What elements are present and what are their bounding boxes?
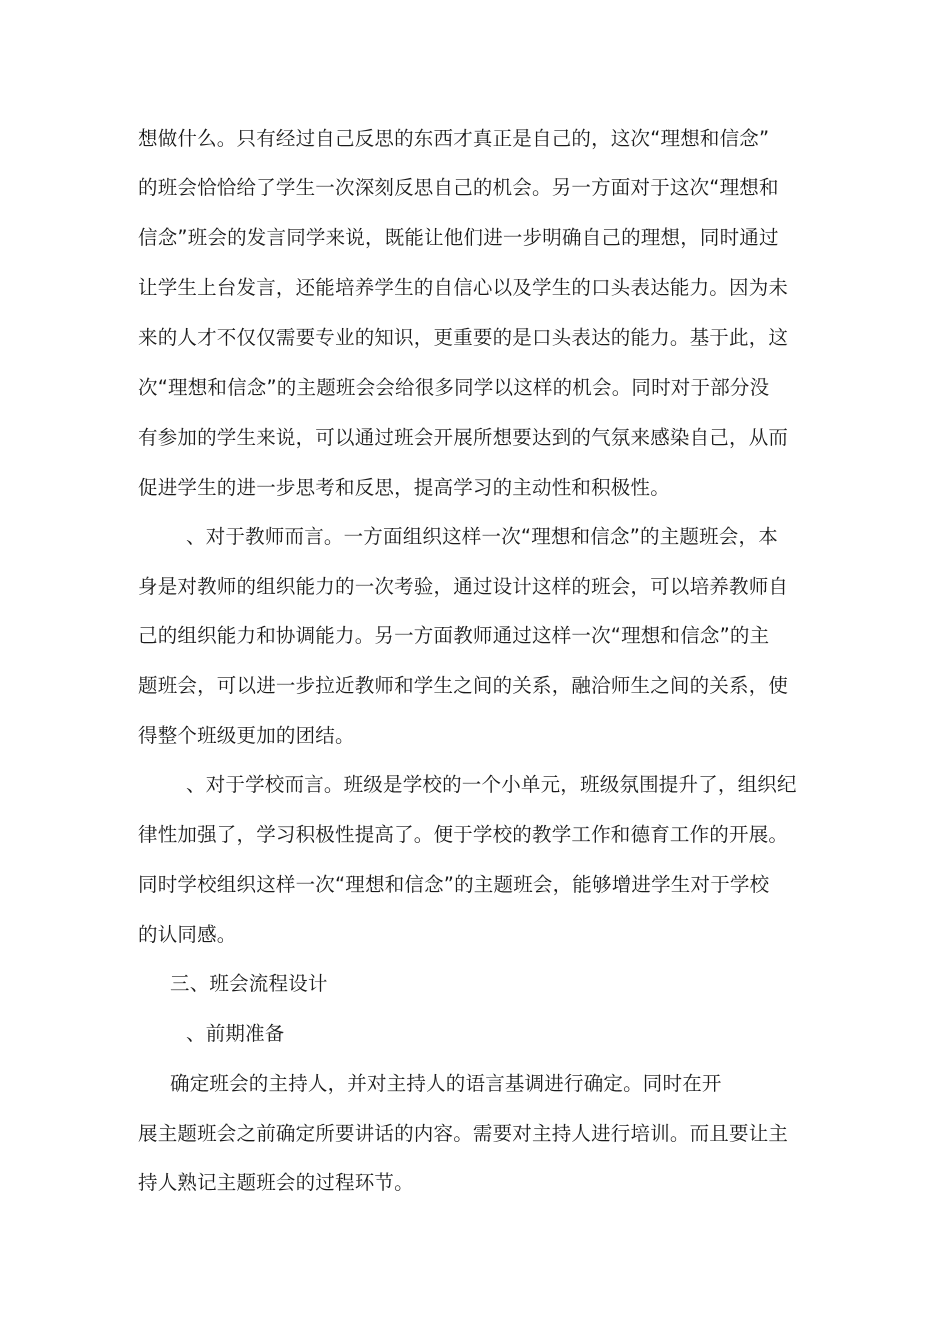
paragraph-line: 身是对教师的组织能力的一次考验，通过设计这样的班会，可以培养教师自 <box>138 575 789 598</box>
section-heading: 三、班会流程设计 <box>170 972 328 995</box>
paragraph-line: 得整个班级更加的团结。 <box>138 724 355 747</box>
paragraph-line: 次“理想和信念”的主题班会会给很多同学以这样的机会。同时对于部分没 <box>138 376 770 399</box>
paragraph-line: 题班会，可以进一步拉近教师和学生之间的关系，融洽师生之间的关系，使 <box>138 674 789 697</box>
paragraph-line: 信念”班会的发言同学来说，既能让他们进一步明确自己的理想，同时通过 <box>138 226 779 249</box>
paragraph-line: 想做什么。只有经过自己反思的东西才真正是自己的，这次“理想和信念” <box>138 127 770 150</box>
paragraph-line: 确定班会的主持人，并对主持人的语言基调进行确定。同时在开 <box>170 1072 722 1095</box>
paragraph-line: 同时学校组织这样一次“理想和信念”的主题班会，能够增进学生对于学校 <box>138 873 770 896</box>
paragraph-line: 律性加强了，学习积极性提高了。便于学校的教学工作和德育工作的开展。 <box>138 823 789 846</box>
paragraph-line: 促进学生的进一步思考和反思，提高学习的主动性和积极性。 <box>138 476 670 499</box>
paragraph-line: 、对于教师而言。一方面组织这样一次“理想和信念”的主题班会，本 <box>186 525 778 548</box>
paragraph-line: 的认同感。 <box>138 923 237 946</box>
paragraph-line: 来的人才不仅仅需要专业的知识，更重要的是口头表达的能力。基于此，这 <box>138 326 789 349</box>
sub-heading: 、前期准备 <box>186 1022 285 1045</box>
paragraph-line: 有参加的学生来说，可以通过班会开展所想要达到的气氛来感染自己，从而 <box>138 426 789 449</box>
paragraph-line: 的班会恰恰给了学生一次深刻反思自己的机会。另一方面对于这次“理想和 <box>138 176 779 199</box>
paragraph-line: 持人熟记主题班会的过程环节。 <box>138 1171 414 1194</box>
paragraph-line: 、对于学校而言。班级是学校的一个小单元，班级氛围提升了，组织纪 <box>186 773 797 796</box>
paragraph-line: 让学生上台发言，还能培养学生的自信心以及学生的口头表达能力。因为未 <box>138 276 789 299</box>
paragraph-line: 展主题班会之前确定所要讲话的内容。需要对主持人进行培训。而且要让主 <box>138 1122 789 1145</box>
paragraph-line: 己的组织能力和协调能力。另一方面教师通过这样一次“理想和信念”的主 <box>138 624 770 647</box>
